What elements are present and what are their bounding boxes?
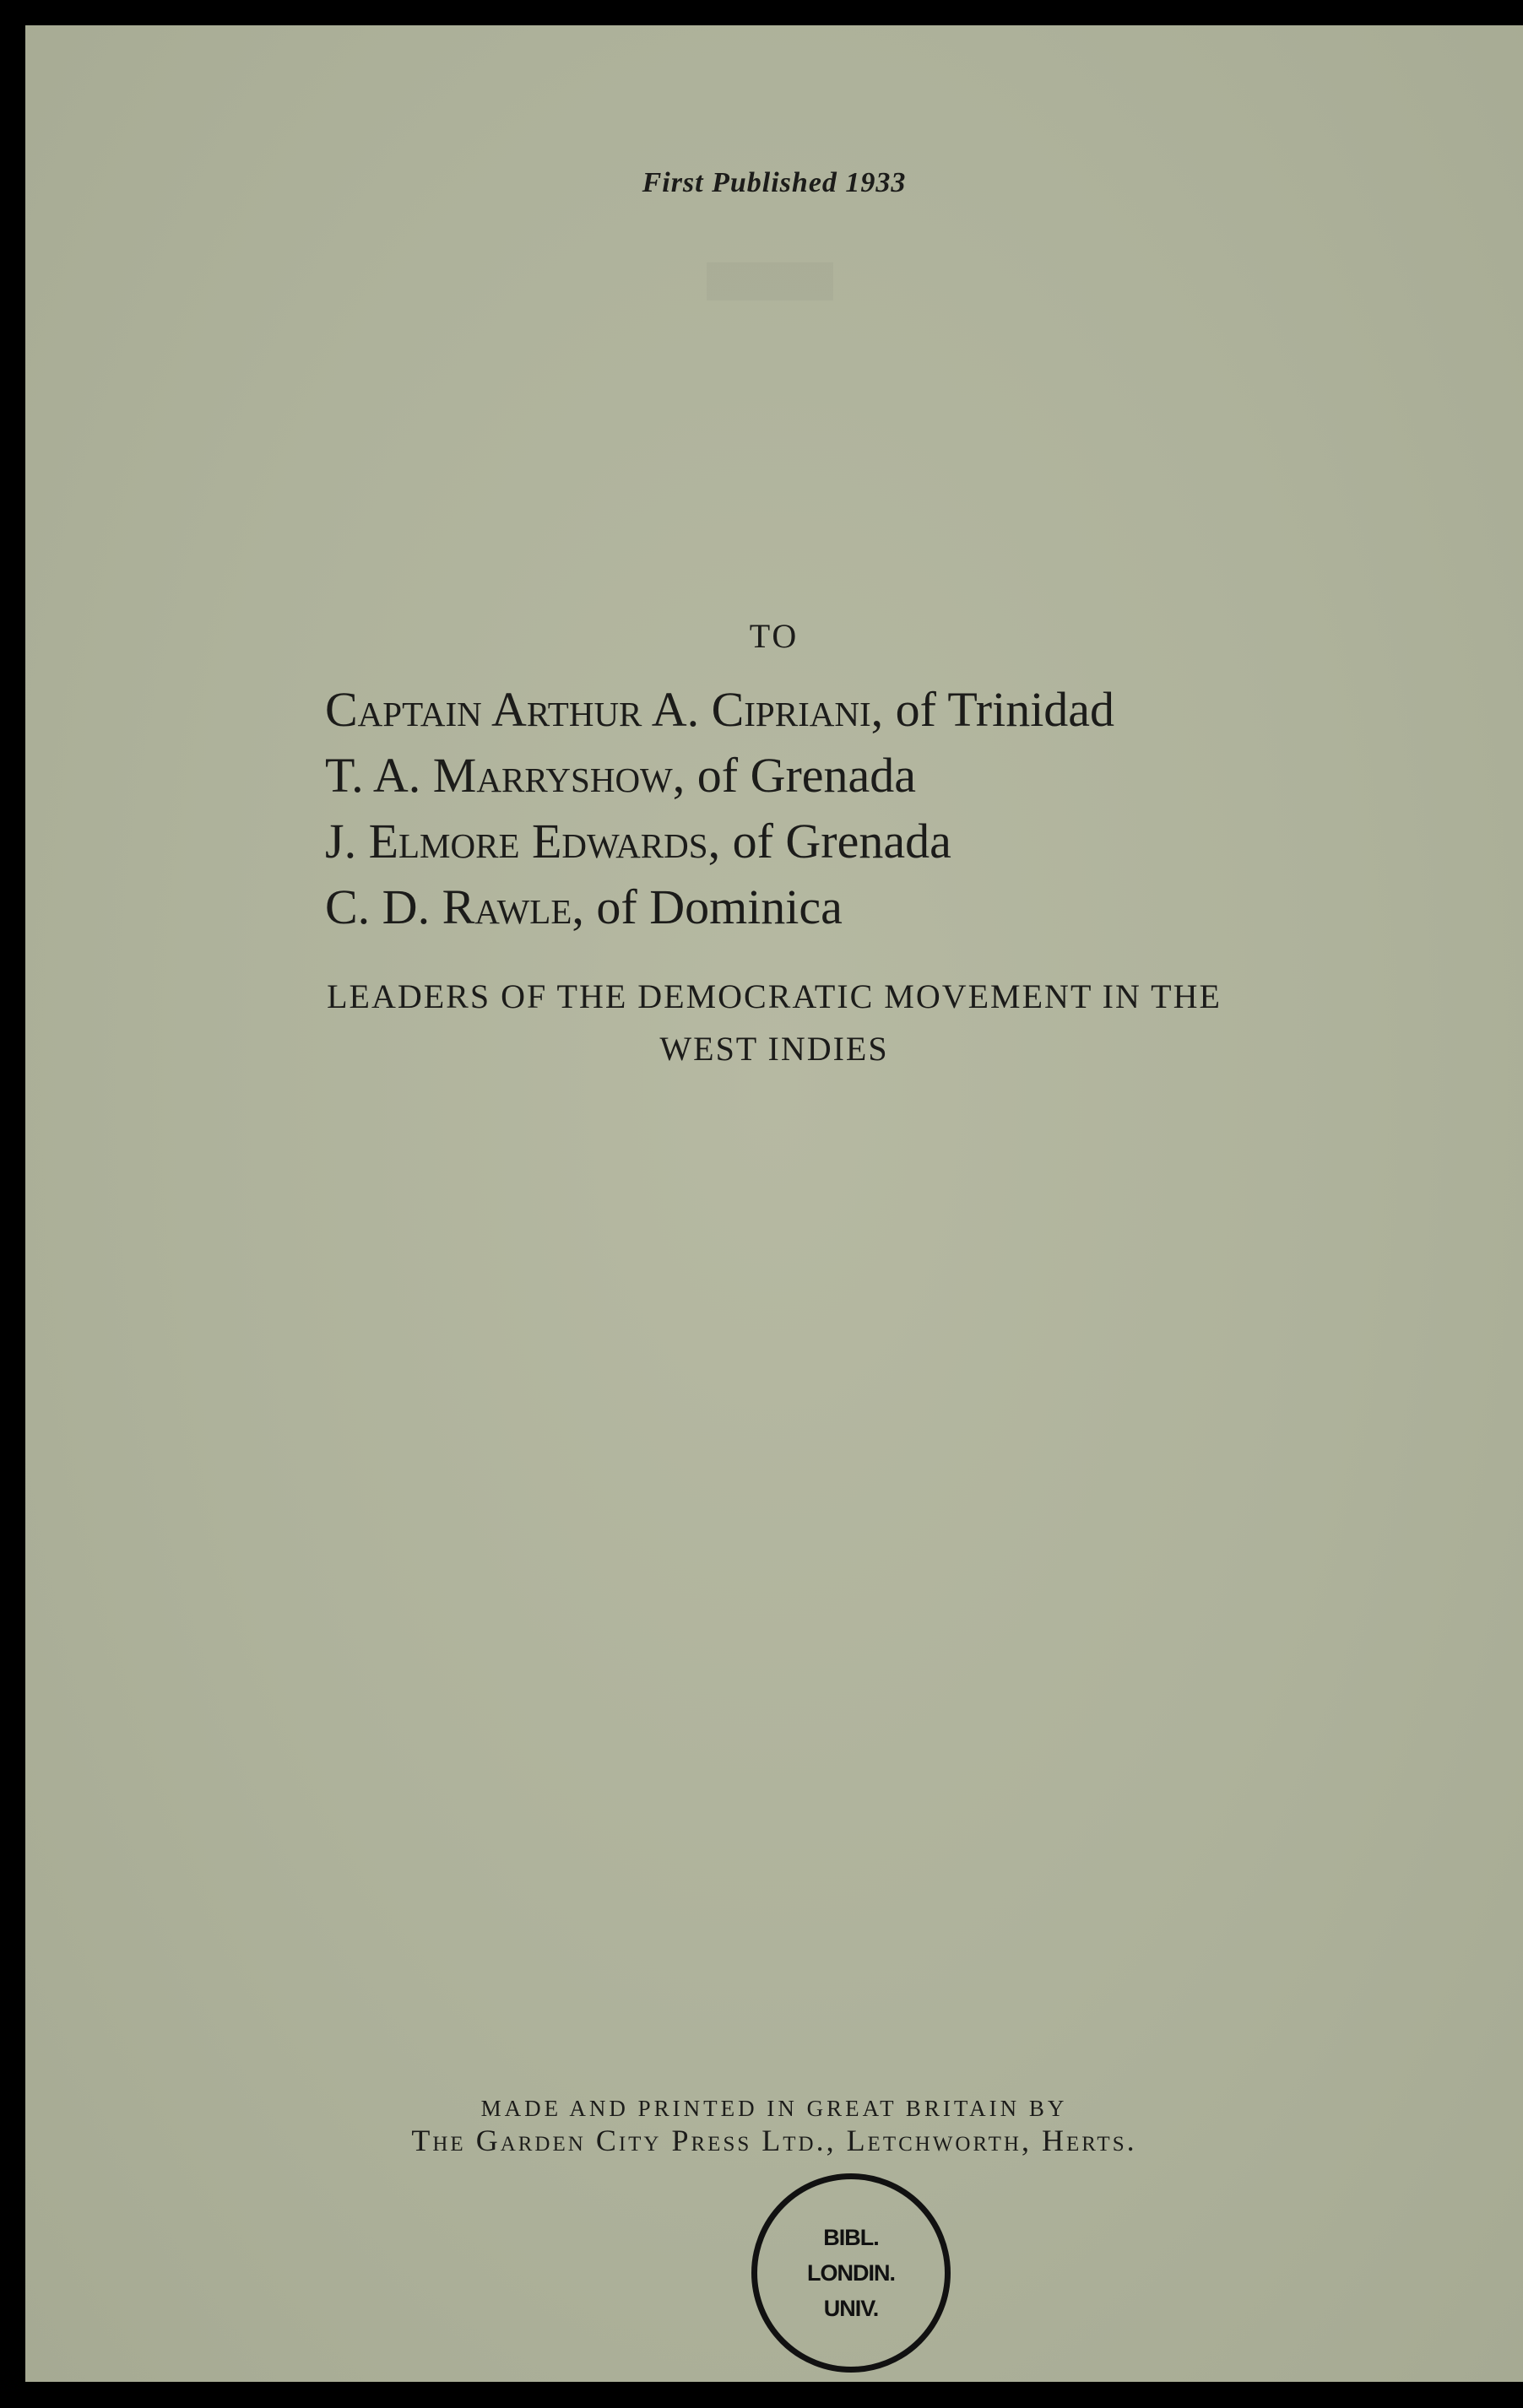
first-published-note: First Published 1933 (642, 167, 907, 198)
dedicatee-name: C. D. Rawle (325, 879, 572, 934)
stamp-line: UNIV. (823, 2296, 879, 2321)
dedication-description (25, 971, 1523, 1075)
book-page (25, 25, 1523, 2382)
dedicatee-line (325, 743, 1423, 809)
stamp-line: BIBL. (823, 2225, 879, 2250)
dedication-description-line: WEST INDIES (659, 1030, 889, 1068)
stamp-line: LONDIN. (807, 2260, 895, 2286)
dedicatee-name: Captain Arthur A. Cipriani (325, 682, 871, 737)
dedicatee-place: , of Grenada (707, 814, 951, 869)
dedicatee-name: T. A. Marryshow (325, 748, 673, 803)
dedicatee-list (325, 677, 1423, 940)
imprint-line: MADE AND PRINTED IN GREAT BRITAIN BY (480, 2096, 1068, 2121)
dedicatee-line (325, 874, 1423, 940)
dedication-description-line: LEADERS OF THE DEMOCRATIC MOVEMENT IN THE (327, 977, 1222, 1015)
show-through-decoration: ▬ (707, 188, 842, 328)
dedicatee-name: J. Elmore Edwards (325, 814, 708, 869)
library-stamp (751, 2173, 951, 2373)
dedication-to: TO (749, 617, 799, 655)
dedicatee-line (325, 809, 1423, 874)
printer-imprint (25, 2093, 1523, 2157)
dedicatee-place: , of Trinidad (870, 682, 1115, 737)
dedicatee-place: , of Dominica (572, 879, 843, 934)
imprint-printer-name: The Garden City Press Ltd., Letchworth, Herts. (411, 2124, 1137, 2157)
dedicatee-line (325, 677, 1423, 743)
dedicatee-place: , of Grenada (672, 748, 916, 803)
